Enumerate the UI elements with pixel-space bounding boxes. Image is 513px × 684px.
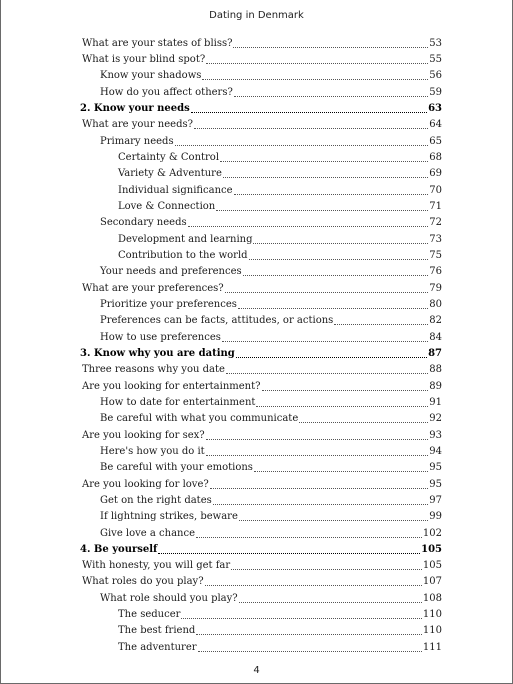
toc-entry-line [100,394,442,410]
toc-entry-title: Know your shadows [100,70,202,82]
toc-entry-line [100,443,442,459]
toc-entry-title: Give love a chance [100,527,195,539]
toc-entry-page-number: 75 [429,249,442,261]
toc-dot-leader [158,551,420,554]
toc-entry-line [118,231,442,247]
toc-entry[interactable] [1,378,512,394]
toc-entry[interactable] [1,133,512,149]
toc-entry[interactable] [1,166,512,182]
toc-entry[interactable] [1,68,512,84]
toc-dot-leader [253,241,428,244]
toc-entry[interactable] [1,476,512,492]
toc-entry[interactable] [1,394,512,410]
toc-entry-title: Certainty & Control [118,151,220,163]
toc-dot-leader [223,175,428,178]
toc-entry-title: Contribution to the world [118,249,248,261]
toc-entry-title: What are your needs? [82,119,193,131]
toc-entry[interactable] [1,280,512,296]
toc-dot-leader [216,208,428,211]
toc-entry-line [118,639,442,655]
running-header: Dating in Denmark [209,10,304,21]
toc-entry-title: 4. Be yourself [80,543,158,555]
toc-entry-line [118,247,442,263]
toc-entry[interactable] [1,362,512,378]
toc-entry-title: Secondary needs [100,217,187,229]
toc-entry-title: 3. Know why you are dating [80,347,235,359]
toc-entry-title: What role should you play? [100,592,238,604]
toc-dot-leader [188,224,429,227]
toc-dot-leader [202,77,428,80]
toc-entry[interactable] [1,35,512,51]
toc-entry[interactable] [1,296,512,312]
toc-entry[interactable] [1,264,512,280]
toc-entry-line [82,476,442,492]
toc-entry-page-number: 105 [422,560,442,572]
toc-entry-title: Are you looking for entertainment? [82,380,261,392]
toc-entry-page-number: 64 [429,119,442,131]
toc-entry-line [100,590,442,606]
toc-entry-title: What is your blind spot? [82,53,206,65]
toc-entry-line [82,51,442,67]
toc-dot-leader [206,437,429,440]
toc-dot-leader [239,518,428,521]
toc-entry-line [100,313,442,329]
toc-entry-page-number: 110 [422,625,442,637]
toc-entry-line [80,541,442,557]
toc-entry-page-number: 105 [421,543,442,555]
toc-entry-line [100,509,442,525]
toc-entry-page-number: 89 [429,380,442,392]
table-of-contents [1,35,512,655]
toc-entry-page-number: 80 [429,298,442,310]
toc-entry-title: The best friend [118,625,196,637]
toc-dot-leader [262,388,429,391]
toc-entry-line [100,329,442,345]
toc-entry[interactable] [1,639,512,655]
toc-dot-leader [175,143,429,146]
toc-entry-line [118,606,442,622]
toc-dot-leader [236,355,427,358]
toc-entry-line [82,35,442,51]
toc-entry-title: Get on the right dates [100,494,212,506]
toc-entry-title: Be careful with what you communicate [100,413,299,425]
toc-entry-page-number: 53 [429,37,442,49]
toc-dot-leader [198,649,422,652]
toc-entry-page-number: 76 [429,266,442,278]
toc-entry-line [80,345,442,361]
toc-entry-title: How to date for entertainment [100,396,256,408]
toc-entry-page-number: 82 [429,315,442,327]
toc-dot-leader [220,159,428,162]
toc-entry-line [100,492,442,508]
toc-entry-page-number: 55 [429,53,442,65]
toc-dot-leader [213,502,429,505]
toc-entry-line [100,133,442,149]
toc-entry-page-number: 70 [429,184,442,196]
toc-entry[interactable] [1,149,512,165]
toc-entry-line [118,198,442,214]
toc-entry-line [118,623,442,639]
toc-entry-page-number: 56 [429,70,442,82]
toc-entry-title: Prioritize your preferences [100,298,237,310]
toc-dot-leader [234,192,429,195]
toc-entry[interactable] [1,574,512,590]
toc-entry-title: 2. Know your needs [80,102,190,114]
toc-entry-line [100,264,442,280]
toc-entry-title: What are your preferences? [82,282,224,294]
toc-entry[interactable] [1,525,512,541]
toc-entry-title: Be careful with your emotions [100,462,253,474]
toc-entry-title: Your needs and preferences [100,266,242,278]
toc-entry-title: Individual significance [118,184,233,196]
toc-entry-line [82,362,442,378]
toc-entry-page-number: 73 [429,233,442,245]
toc-entry-page-number: 69 [429,168,442,180]
toc-entry[interactable] [1,411,512,427]
toc-dot-leader [249,257,429,260]
toc-dot-leader [196,632,422,635]
toc-dot-leader [239,600,422,603]
toc-entry[interactable] [1,313,512,329]
toc-entry-page-number: 68 [429,151,442,163]
toc-entry[interactable] [1,460,512,476]
toc-chapter-entry[interactable] [1,345,512,361]
toc-entry-title: Love & Connection [118,200,216,212]
toc-entry-line [118,182,442,198]
toc-dot-leader [238,306,428,309]
toc-entry-title: What roles do you play? [82,576,204,588]
toc-dot-leader [205,583,422,586]
toc-entry[interactable] [1,231,512,247]
toc-entry[interactable] [1,590,512,606]
toc-entry-page-number: 71 [429,200,442,212]
toc-entry-page-number: 95 [429,462,442,474]
toc-entry-title: How to use preferences [100,331,221,343]
toc-dot-leader [334,322,428,325]
toc-entry-title: The adventurer [118,641,197,653]
toc-entry-title: What are your states of bliss? [82,37,233,49]
toc-entry-line [82,574,442,590]
toc-entry-line [100,525,442,541]
toc-entry-title: Development and learning [118,233,253,245]
toc-dot-leader [206,61,428,64]
toc-entry-page-number: 63 [428,102,442,114]
toc-chapter-entry[interactable] [1,541,512,557]
toc-entry-line [118,149,442,165]
toc-entry[interactable] [1,198,512,214]
toc-entry-page-number: 59 [429,86,442,98]
toc-entry-title: With honesty, you will get far [82,560,231,572]
toc-entry-title: The seducer [118,609,181,621]
toc-entry-title: Primary needs [100,135,174,147]
toc-entry-page-number: 94 [429,445,442,457]
toc-entry-page-number: 99 [429,511,442,523]
toc-entry-title: Here's how you do it [100,445,205,457]
toc-entry[interactable] [1,606,512,622]
toc-entry-title: Three reasons why you date [82,364,225,376]
toc-entry-page-number: 92 [429,413,442,425]
toc-entry-page-number: 102 [422,527,442,539]
toc-entry-title: Preferences can be facts, attitudes, or actions [100,315,334,327]
toc-entry-page-number: 79 [429,282,442,294]
toc-entry-line [82,427,442,443]
toc-dot-leader [191,110,427,113]
toc-entry[interactable] [1,558,512,574]
toc-dot-leader [210,486,429,489]
toc-entry-title: Variety & Adventure [118,168,222,180]
toc-dot-leader [231,567,422,570]
toc-entry-page-number: 108 [422,592,442,604]
toc-entry-line [100,296,442,312]
toc-entry-page-number: 97 [429,494,442,506]
toc-dot-leader [194,126,428,129]
toc-entry-line [118,166,442,182]
toc-entry[interactable] [1,623,512,639]
toc-entry[interactable] [1,509,512,525]
toc-entry-line [82,378,442,394]
toc-dot-leader [254,469,428,472]
toc-entry-page-number: 93 [429,429,442,441]
toc-dot-leader [196,535,422,538]
toc-entry-line [100,460,442,476]
toc-entry-page-number: 84 [429,331,442,343]
toc-chapter-entry[interactable] [1,100,512,116]
toc-entry[interactable] [1,117,512,133]
toc-entry-line [100,215,442,231]
toc-entry-page-number: 111 [422,641,442,653]
toc-dot-leader [222,339,428,342]
toc-dot-leader [181,616,422,619]
toc-entry-title: Are you looking for sex? [82,429,205,441]
toc-entry-page-number: 72 [429,217,442,229]
toc-entry-page-number: 95 [429,478,442,490]
toc-dot-leader [234,94,428,97]
toc-entry-page-number: 88 [429,364,442,376]
toc-entry[interactable] [1,492,512,508]
toc-entry[interactable] [1,247,512,263]
page-number: 4 [253,665,260,676]
toc-entry[interactable] [1,329,512,345]
toc-entry-title: How do you affect others? [100,86,233,98]
toc-entry-line [82,280,442,296]
toc-entry-page-number: 65 [429,135,442,147]
toc-entry[interactable] [1,443,512,459]
toc-dot-leader [206,453,429,456]
toc-entry[interactable] [1,427,512,443]
toc-dot-leader [233,45,428,48]
toc-dot-leader [256,404,428,407]
toc-entry[interactable] [1,51,512,67]
toc-entry-line [82,117,442,133]
toc-entry-line [82,558,442,574]
toc-entry-line [80,100,442,116]
toc-entry-page-number: 87 [428,347,442,359]
toc-entry-page-number: 107 [422,576,442,588]
toc-entry-line [100,411,442,427]
toc-entry-title: If lightning strikes, beware [100,511,238,523]
toc-entry-page-number: 91 [429,396,442,408]
toc-entry[interactable] [1,84,512,100]
toc-entry-title: Are you looking for love? [82,478,209,490]
toc-entry-line [100,68,442,84]
toc-entry-page-number: 110 [422,609,442,621]
toc-dot-leader [299,420,428,423]
toc-dot-leader [225,290,429,293]
toc-dot-leader [243,273,429,276]
toc-dot-leader [226,371,428,374]
toc-entry[interactable] [1,182,512,198]
toc-entry-line [100,84,442,100]
toc-entry[interactable] [1,215,512,231]
